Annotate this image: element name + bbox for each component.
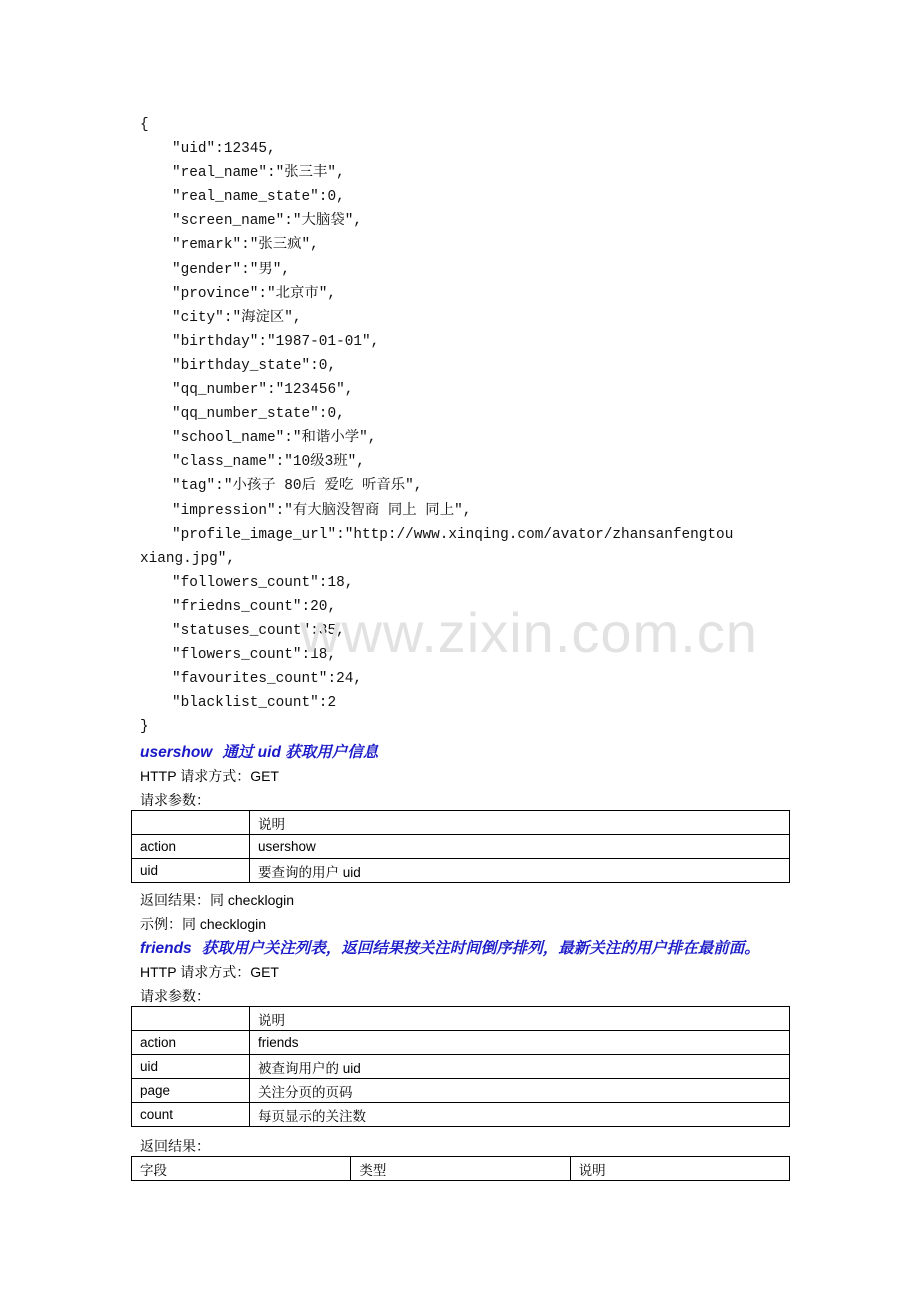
table-header-row [132,1157,790,1181]
watermark: www.zixin.com.cn [300,601,758,664]
table-row [132,1079,790,1103]
param-name: page [132,1079,250,1103]
param-desc: 被查询用户的 uid [250,1055,790,1079]
table-header-cell [132,811,250,835]
param-name: action [132,835,250,859]
json-line: "friedns_count":20, [172,598,337,615]
table-row [132,1103,790,1127]
param-name: uid [132,859,250,883]
table-header-cell: 说明 [250,811,790,835]
json-line: "tag":"小孩子 80后 爱吃 听音乐", [172,478,423,495]
friends-params-label: 请求参数： [140,988,210,1004]
json-line: "flowers_count":18, [172,647,337,664]
param-desc: 关注分页的页码 [250,1079,790,1103]
json-line: "birthday":"1987-01-01", [172,333,380,350]
result-field-header: 字段 [132,1157,351,1181]
json-line: "class_name":"10级3班", [172,454,365,471]
usershow-params-label: 请求参数： [140,792,210,808]
usershow-api-name: usershow [140,744,213,761]
json-line: "qq_number":"123456", [172,382,354,399]
table-row [132,835,790,859]
table-header-row [132,1007,790,1031]
table-row [132,859,790,883]
usershow-api-desc: 通过 uid 获取用户信息 [222,744,379,761]
json-line: "impression":"有大脑没智商 同上 同上", [172,502,472,519]
usershow-params-table [131,810,790,883]
json-line: "screen_name":"大脑袋", [172,213,362,230]
param-desc: 要查询的用户 uid [250,859,790,883]
friends-api-desc: 获取用户关注列表，返回结果按关注时间倒序排列，最新关注的用户排在最前面。 [201,940,760,957]
json-line: "real_name_state":0, [172,189,345,206]
json-line: "qq_number_state":0, [172,406,345,423]
param-desc: friends [250,1031,790,1055]
json-line: "province":"北京市", [172,285,337,302]
json-line: "school_name":"和谐小学", [172,430,377,447]
json-line: "city":"海淀区", [172,309,302,326]
friends-http-method: HTTP 请求方式：GET [140,964,279,980]
usershow-example: 示例：同 checklogin [140,916,267,932]
table-header-cell [132,1007,250,1031]
friends-result-table [131,1156,790,1181]
json-line: "uid":12345, [172,141,276,158]
json-line: "birthday_state":0, [172,357,337,374]
friends-result-label: 返回结果： [140,1138,210,1154]
usershow-result: 返回结果：同 checklogin [140,892,295,908]
result-desc-header: 说明 [570,1157,789,1181]
json-line: "statuses_count":35, [172,622,345,639]
json-line: "favourites_count":24, [172,671,362,688]
param-name: action [132,1031,250,1055]
json-line: "blacklist_count":2 [172,695,337,712]
json-close-brace: } [140,719,149,736]
json-line: "real_name":"张三丰", [172,165,345,182]
friends-params-table [131,1006,790,1127]
json-line: "profile_image_url":"http://www.xinqing.com/avator/zhansanfengtou [172,526,734,543]
friends-api-name: friends [140,940,192,957]
table-row [132,1031,790,1055]
param-name: uid [132,1055,250,1079]
json-wrap-line: xiang.jpg", [140,550,235,567]
result-type-header: 类型 [351,1157,570,1181]
json-line: "gender":"男", [172,261,291,278]
param-desc: usershow [250,835,790,859]
json-open-brace: { [140,117,149,133]
param-name: count [132,1103,250,1127]
usershow-http-method: HTTP 请求方式：GET [140,768,279,784]
friends-heading [140,936,760,958]
usershow-heading [140,740,378,762]
param-desc: 每页显示的关注数 [250,1103,790,1127]
table-header-cell: 说明 [250,1007,790,1031]
json-line: "followers_count":18, [172,574,354,591]
json-line: "remark":"张三疯", [172,237,319,254]
table-row [132,1055,790,1079]
json-lines [140,137,790,547]
table-header-row [132,811,790,835]
